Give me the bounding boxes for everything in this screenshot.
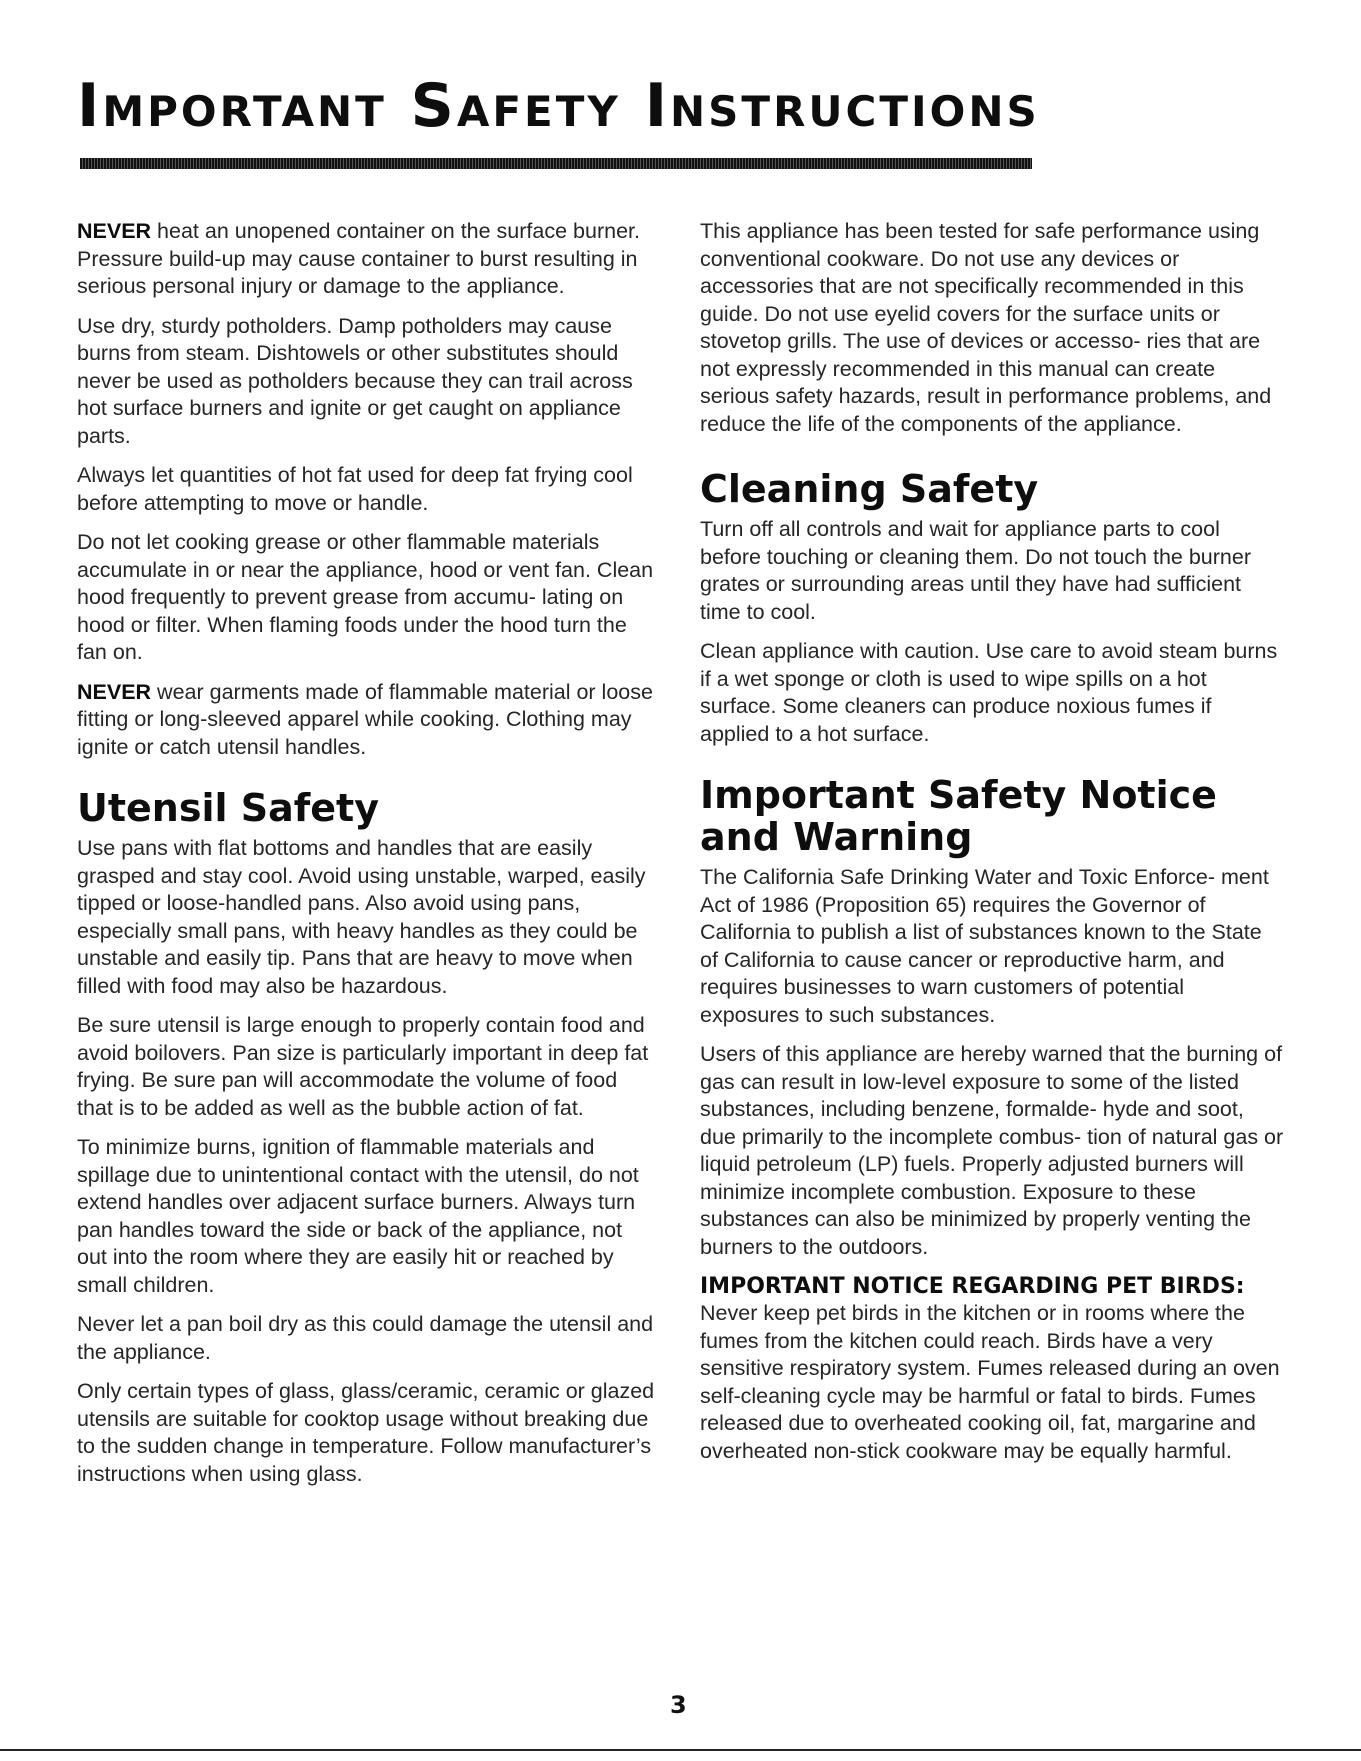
heading-safety-notice: Important Safety Notice and Warning (700, 773, 1217, 859)
paragraph-utensil-3: To minimize burns, ignition of flammable materials and spillage due to unintentional contact with the utensil, do not extend handles over adjacent surface burners. Always turn pan handles toward the side or back of the appliance, not out into the room where they are easily hit or reached by small children. (77, 1135, 639, 1297)
paragraph-pet-birds: Never keep pet birds in the kitchen or in rooms where the fumes from the kitchen could reach. Birds have a very sensitive respiratory system. Fumes released during an oven self-cleaning cycle may be harmful or fatal to birds. Fumes released due to overheated cooking oil, fat, margarine and overheated non-stick cookware may be equally harmful. (700, 1301, 1280, 1463)
paragraph-gas-exposure: Users of this appliance are hereby warned that the burning of gas can result in low-level exposure to some of the listed substances, including benzene, formalde- hyde and soot, due primarily to the incomplete combus- tion of natural gas or liquid petroleum (LP) fuels. Properly adjusted burners will minimize incomplete combustion. Exposure to these substances can also be minimized by properly venting the burners to the outdoors. (700, 1042, 1284, 1259)
keyword-never: NEVER (77, 219, 152, 243)
heading-cleaning-safety: Cleaning Safety (700, 467, 1039, 511)
heading-pet-birds: IMPORTANT NOTICE REGARDING PET BIRDS: (700, 1274, 1245, 1299)
right-column (700, 218, 1285, 1477)
title-underline (80, 158, 1032, 169)
heading-utensil-safety: Utensil Safety (77, 786, 379, 830)
keyword-never: NEVER (77, 679, 152, 704)
paragraph-cleaning-2: Clean appliance with caution. Use care to avoid steam burns if a wet sponge or cloth is used to wipe spills on a hot surface. Some cleaners can produce noxious fumes if applied to a hot surface. (700, 639, 1278, 746)
paragraph-utensil-2: Be sure utensil is large enough to properly contain food and avoid boilovers. Pan size is particularly important in deep fat frying. Be sure pan will accommodate the volume of food that is to be added as well as the bubble action of fat. (77, 1013, 649, 1120)
page-title: Important Safety Instructions (77, 71, 1040, 141)
paragraph-prop65: The California Safe Drinking Water and Toxic Enforce- ment Act of 1986 (Proposition 65) requires the Governor of California to publish a list of substances known to the State of California to cause cancer or reproductive harm, and requires businesses to warn customers of potential exposures to such substances. (700, 865, 1269, 1027)
paragraph-hot-fat: Always let quantities of hot fat used for deep fat frying cool before attempting to move or handle. (77, 463, 633, 515)
paragraph-text: wear garments made of flammable material or loose fitting or long-sleeved apparel while cooking. Clothing may ignite or catch utensil handles. (77, 679, 653, 759)
paragraph-utensil-5: Only certain types of glass, glass/ceramic, ceramic or glazed utensils are suitable for cooktop usage without breaking due to the sudden change in temperature. Follow manufacturer’s instructions when using glass. (77, 1379, 655, 1486)
paragraph-utensil-4: Never let a pan boil dry as this could damage the utensil and the appliance. (77, 1312, 654, 1364)
paragraph-grease: Do not let cooking grease or other flammable materials accumulate in or near the appliance, hood or vent fan. Clean hood frequently to prevent grease from accumu- lating on hood or filter. When flaming foods under the hood turn the fan on. (77, 530, 654, 664)
page-number: 3 (670, 1691, 687, 1719)
paragraph-tested-cookware: This appliance has been tested for safe performance using conventional cookware. Do not use any devices or accessories that are not specifically recommended in this guide. Do not use eyelid covers for the surface units or stovetop grills. The use of devices or accesso- ries that are not expressly recommended in this manual can create serious safety hazards, result in performance problems, and reduce the life of the components of the appliance. (700, 219, 1272, 436)
paragraph-utensil-1: Use pans with flat bottoms and handles that are easily grasped and stay cool. Avoid using unstable, warped, easily tipped or loose-handled pans. Also avoid using pans, especially small pans, with heavy handles as they could be unstable and easily tip. Pans that are heavy to move when filled with food may also be hazardous. (77, 836, 646, 998)
paragraph-never-heat (77, 218, 657, 301)
paragraph-text: heat an unopened container on the surface burner. Pressure build-up may cause container to burst resulting in serious personal injury or damage to the appliance. (77, 219, 640, 298)
paragraph-never-wear (77, 679, 657, 762)
bottom-divider (0, 1749, 1361, 1751)
paragraph-cleaning-1: Turn off all controls and wait for appliance parts to cool before touching or cleaning them. Do not touch the burner grates or surrounding areas until they have had sufficient time to cool. (700, 517, 1251, 624)
paragraph-potholders: Use dry, sturdy potholders. Damp potholders may cause burns from steam. Dishtowels or other substitutes should never be used as potholders because they can trail across hot surface burners and ignite or get caught on appliance parts. (77, 313, 633, 448)
left-column (77, 218, 657, 1500)
